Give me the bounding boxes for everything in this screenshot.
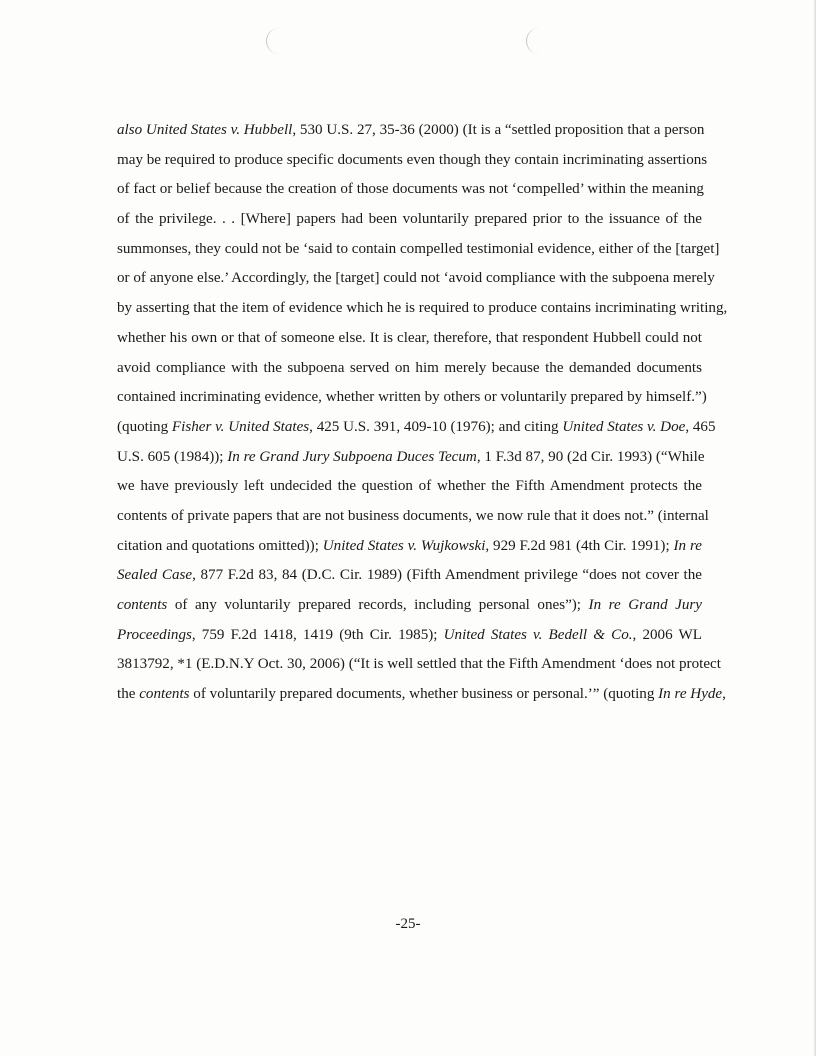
text-run: of the privilege. . . [Where] papers had been voluntarily prepared prior to the issuance of the xyxy=(117,211,702,228)
text-line xyxy=(117,205,702,235)
citation-italic: Fisher v. United States xyxy=(171,418,310,435)
citation-italic: Sealed Case xyxy=(117,567,193,584)
text-run: contents of private papers that are not business documents, we now rule that it does not.” (internal xyxy=(117,507,709,524)
citation-italic: United States v. Doe xyxy=(562,418,686,435)
text-run: avoid compliance with the subpoena served on him merely because the demanded documents xyxy=(117,359,702,376)
text-run: 3813792, *1 (E.D.N.Y Oct. 30, 2006) (“It is well settled that the Fifth Amendment ‘does not protect xyxy=(117,656,721,673)
text-line xyxy=(117,175,702,205)
text-line xyxy=(117,443,705,473)
text-run: by asserting that the item of evidence which he is required to produce contains incriminating writing, xyxy=(117,300,728,317)
citation-italic: In re Grand Jury Subpoena Duces Tecum xyxy=(227,448,477,465)
text-run: , 929 F.2d 981 (4th Cir. 1991); xyxy=(485,537,674,554)
text-line xyxy=(117,324,702,354)
text-run: the xyxy=(117,686,140,703)
text-run: of any voluntarily prepared records, including personal ones”); xyxy=(167,597,589,613)
citation-italic: In re xyxy=(673,537,702,554)
text-line xyxy=(117,591,702,621)
text-run: may be required to produce specific documents even though they contain incriminating assertions xyxy=(117,151,708,168)
text-run: , 530 U.S. 27, 35-36 (2000) (It is a “settled proposition that a person xyxy=(292,122,705,138)
text-line xyxy=(117,680,726,710)
punch-hole-mark-left xyxy=(266,28,283,54)
text-run: , 877 F.2d 83, 84 (D.C. Cir. 1989) (Fifth Amendment privilege “does not cover the xyxy=(192,567,702,584)
text-run: summonses, they could not be ‘said to contain compelled testimonial evidence, either of the [target] xyxy=(117,240,720,257)
text-run: , 1 F.3d 87, 90 (2d Cir. 1993) (“While xyxy=(476,448,705,465)
text-line xyxy=(117,472,702,502)
punch-hole-mark-right xyxy=(526,28,543,54)
text-run: , 759 F.2d 1418, 1419 (9th Cir. 1985); xyxy=(191,626,444,643)
citation-italic: contents xyxy=(117,597,168,613)
text-run: contained incriminating evidence, whether written by others or voluntarily prepared by himself.”) xyxy=(117,389,707,406)
text-line xyxy=(117,146,708,176)
text-run: U.S. 605 (1984)); xyxy=(117,448,228,465)
text-line xyxy=(117,561,702,591)
text-run: , 2006 WL xyxy=(632,626,702,643)
citation-italic: United States v. Wujkowski xyxy=(322,537,486,554)
text-run: whether his own or that of someone else. It is clear, therefore, that respondent Hubbell could not xyxy=(117,329,702,346)
text-run: of fact or belief because the creation of those documents was not ‘compelled’ within the meaning xyxy=(117,181,704,198)
citation-italic: also United States v. Hubbell xyxy=(117,122,293,138)
text-line xyxy=(117,383,707,413)
body-text xyxy=(117,116,728,710)
page-number: -25- xyxy=(395,916,421,932)
text-line xyxy=(117,116,705,146)
text-line xyxy=(117,532,702,562)
text-line xyxy=(117,294,728,324)
text-line xyxy=(117,235,720,265)
text-line xyxy=(117,502,709,532)
citation-italic: In re Grand Jury xyxy=(588,597,703,613)
citation-italic: United States v. Bedell & Co. xyxy=(443,626,633,643)
text-line xyxy=(117,264,715,294)
text-run: we have previously left undecided the question of whether the Fifth Amendment protects the xyxy=(117,478,702,495)
citation-italic: contents xyxy=(139,686,190,703)
text-run: , xyxy=(722,686,726,703)
citation-italic: In re Hyde xyxy=(658,686,723,703)
text-run: (quoting xyxy=(117,418,172,435)
text-run: of voluntarily prepared documents, whether business or personal.’” (quoting xyxy=(189,686,659,703)
text-line xyxy=(117,354,702,384)
text-line xyxy=(117,650,721,680)
text-line xyxy=(117,621,702,651)
text-run: , 425 U.S. 391, 409-10 (1976); and citing xyxy=(309,418,563,435)
text-line xyxy=(117,413,716,443)
text-run: or of anyone else.’ Accordingly, the [target] could not ‘avoid compliance with the subpoena merely xyxy=(117,270,715,287)
citation-italic: Proceedings xyxy=(117,626,192,643)
text-run: , 465 xyxy=(685,418,716,435)
text-run: citation and quotations omitted)); xyxy=(117,537,323,554)
